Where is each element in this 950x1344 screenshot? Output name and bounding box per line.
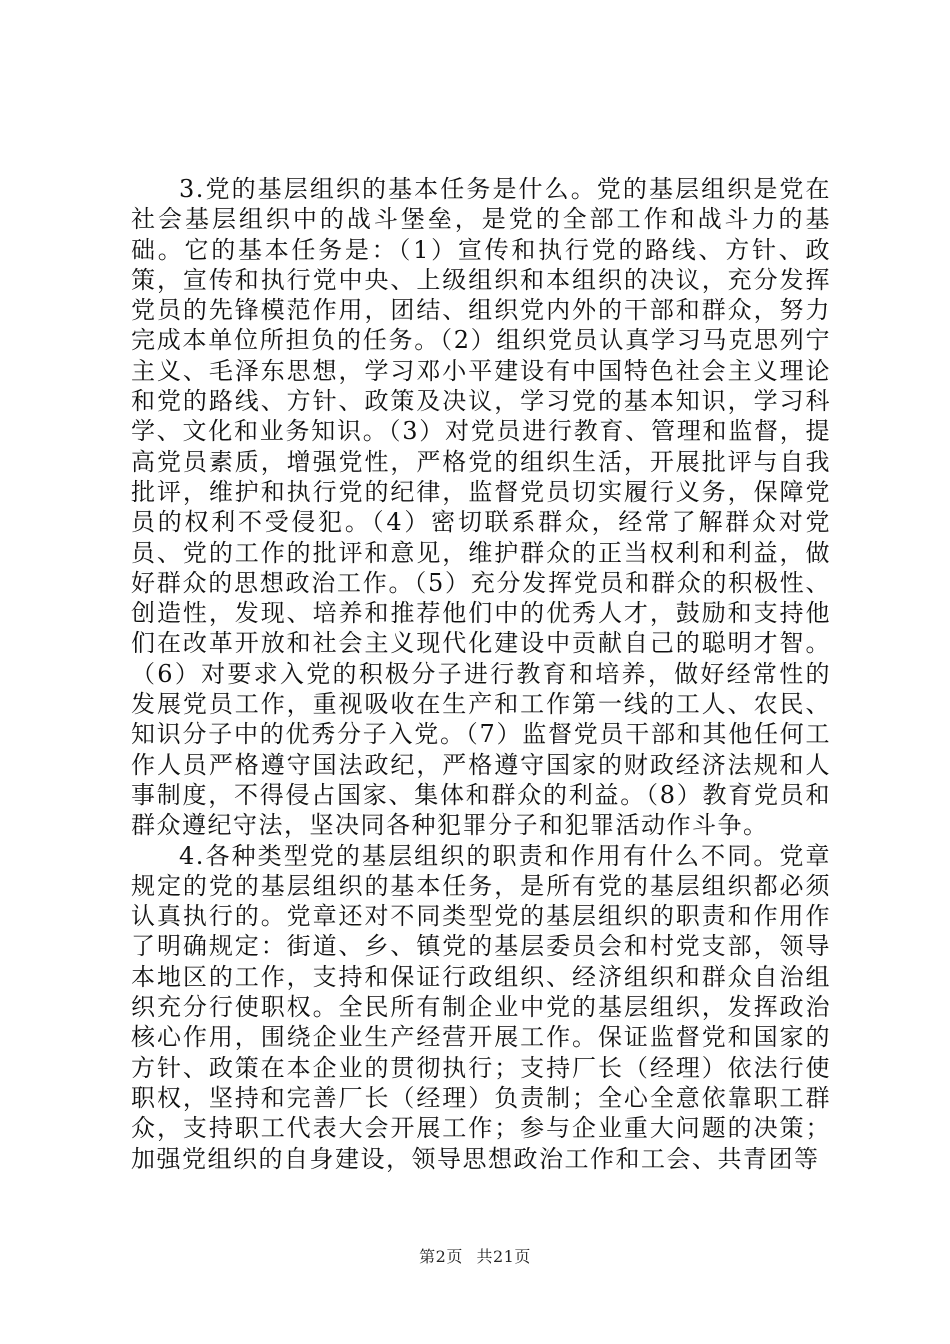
- paragraph-4: 4.各种类型党的基层组织的职责和作用有什么不同。党章规定的党的基层组织的基本任务，是所有党的基层组织都必须认真执行的。党章还对不同类型党的基层组织的职责和作用作了明确规定：街道、乡、镇党的基层委员会和村党支部，领导本地区的工作，支持和保证行政组织、经济组织和群众自治组织充分行使职权。全民所有制企业中党的基层组织，发挥政治核心作用，围绕企业生产经营开展工作。保证监督党和国家的方针、政策在本企业的贯彻执行；支持厂长（经理）依法行使职权，坚持和完善厂长（经理）负责制；全心全意依靠职工群众，支持职工代表大会开展工作；参与企业重大问题的决策；加强党组织的自身建设，领导思想政治工作和工会、共青团等: [131, 841, 831, 1173]
- page-total: 共21页: [476, 1247, 531, 1266]
- paragraph-3: 3.党的基层组织的基本任务是什么。党的基层组织是党在社会基层组织中的战斗堡垒，是党的全部工作和战斗力的基础。它的基本任务是：（1）宣传和执行党的路线、方针、政策，宣传和执行党中央、上级组织和本组织的决议，充分发挥党员的先锋模范作用，团结、组织党内外的干部和群众，努力完成本单位所担负的任务。（2）组织党员认真学习马克思列宁主义、毛泽东思想，学习邓小平建设有中国特色社会主义理论和党的路线、方针、政策及决议，学习党的基本知识，学习科学、文化和业务知识。（3）对党员进行教育、管理和监督，提高党员素质，增强党性，严格党的组织生活，开展批评与自我批评，维护和执行党的纪律，监督党员切实履行义务，保障党员的权利不受侵犯。（4）密切联系群众，经常了解群众对党员、党的工作的批评和意见，维护群众的正当权利和利益，做好群众的思想政治工作。（5）充分发挥党员和群众的积极性、创造性，发现、培养和推荐他们中的优秀人才，鼓励和支持他们在改革开放和社会主义现代化建设中贡献自己的聪明才智。（6）对要求入党的积极分子进行教育和培养，做好经常性的发展党员工作，重视吸收在生产和工作第一线的工人、农民、知识分子中的优秀分子入党。（7）监督党员干部和其他任何工作人员严格遵守国法政纪，严格遵守国家的财政经济法规和人事制度，不得侵占国家、集体和群众的利益。（8）教育党员和群众遵纪守法，坚决同各种犯罪分子和犯罪活动作斗争。: [131, 175, 831, 840]
- page-number: 第2页: [419, 1247, 463, 1266]
- document-body: [131, 174, 831, 1174]
- page-footer: [0, 1244, 950, 1267]
